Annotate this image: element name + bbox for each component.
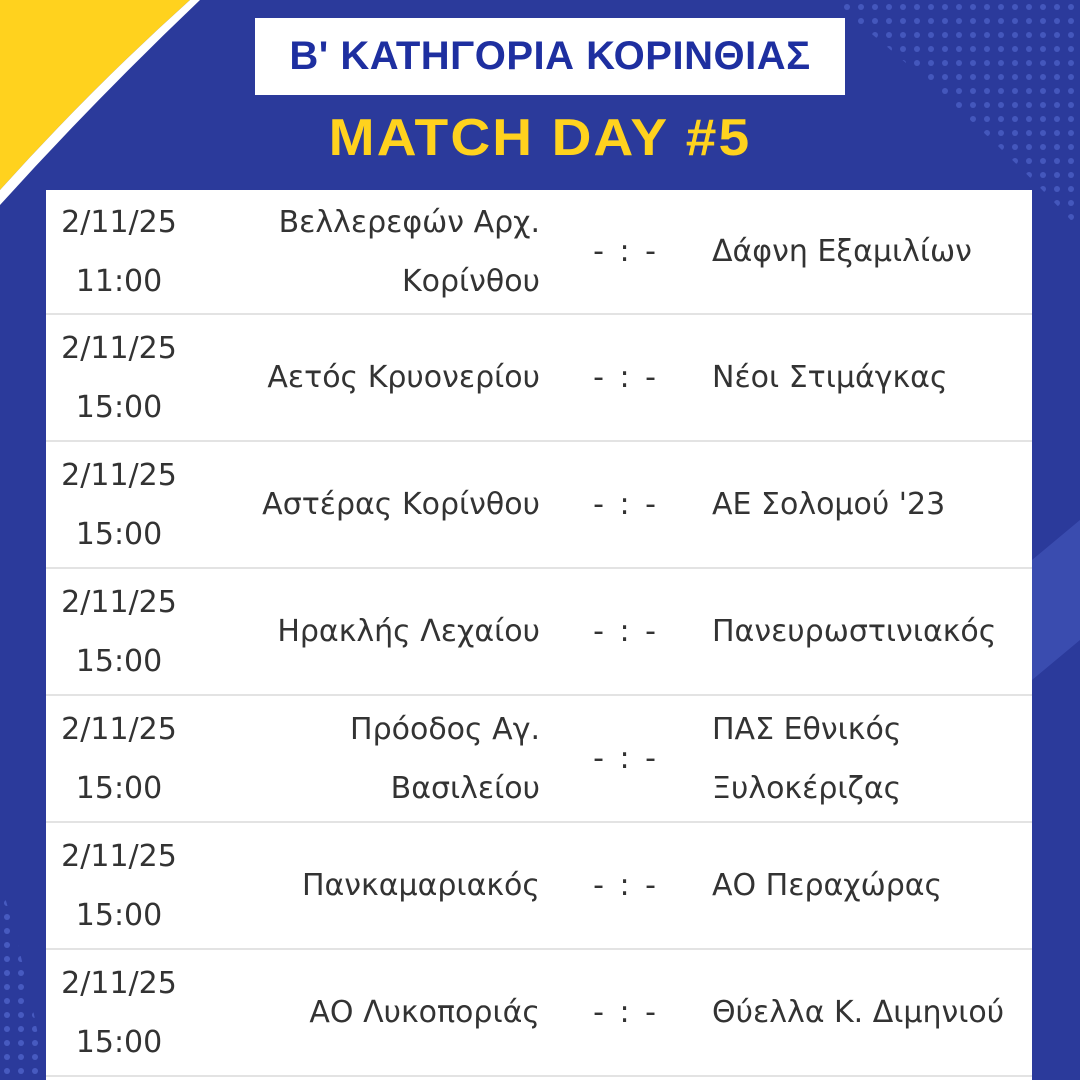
fixture-row xyxy=(46,823,1032,950)
away-team xyxy=(712,696,1012,821)
home-team xyxy=(206,442,540,567)
match-date: 2/11/25 xyxy=(61,711,177,747)
match-date: 2/11/25 xyxy=(61,965,177,1001)
match-datetime xyxy=(46,190,192,313)
match-score: - : - xyxy=(593,234,659,269)
away-team-name: ΑΕ Σολομού '23 xyxy=(712,487,946,522)
away-team xyxy=(712,823,1012,948)
match-score: - : - xyxy=(593,741,659,776)
away-team-name: ΠΑΣ Εθνικός Ξυλοκέριζας xyxy=(712,711,902,806)
away-team xyxy=(712,190,1012,313)
match-datetime xyxy=(46,696,192,821)
home-team-name: Αστέρας Κορίνθου xyxy=(262,487,540,522)
fixtures-table xyxy=(46,190,1032,1080)
match-date: 2/11/25 xyxy=(61,457,177,493)
home-team-name: Ηρακλής Λεχαίου xyxy=(277,614,540,649)
away-team-name: Πανευρωστινιακός xyxy=(712,614,997,649)
away-team xyxy=(712,569,1012,694)
home-team xyxy=(206,696,540,821)
fixture-row xyxy=(46,315,1032,442)
match-date: 2/11/25 xyxy=(61,584,177,620)
away-team-name: Δάφνη Εξαμιλίων xyxy=(712,234,972,269)
home-team-name: Πρόοδος Αγ. Βασιλείου xyxy=(350,711,540,806)
home-team-name: Πανκαμαριακός xyxy=(301,868,540,903)
home-team xyxy=(206,950,540,1075)
fixture-row xyxy=(46,696,1032,823)
dot-pattern-bottom-left xyxy=(0,880,46,1080)
match-date: 2/11/25 xyxy=(61,330,177,366)
match-day-heading: MATCH DAY #5 xyxy=(328,109,752,167)
home-team-name: Βελλερεφών Αρχ. Κορίνθου xyxy=(278,204,540,299)
diagonal-stripe-right xyxy=(1032,520,1080,680)
match-date: 2/11/25 xyxy=(61,838,177,874)
match-score: - : - xyxy=(593,995,659,1030)
match-datetime xyxy=(46,569,192,694)
fixture-row xyxy=(46,569,1032,696)
away-team xyxy=(712,442,1012,567)
title-banner xyxy=(255,18,845,95)
match-score: - : - xyxy=(593,868,659,903)
home-team xyxy=(206,190,540,313)
match-score: - : - xyxy=(593,360,659,395)
away-team xyxy=(712,315,1012,440)
home-team xyxy=(206,569,540,694)
match-time: 15:00 xyxy=(75,516,163,552)
match-datetime xyxy=(46,950,192,1075)
fixture-row xyxy=(46,950,1032,1077)
home-team-name: ΑΟ Λυκοποριάς xyxy=(309,995,540,1030)
away-team-name: ΑΟ Περαχώρας xyxy=(712,868,943,903)
match-time: 11:00 xyxy=(75,263,163,299)
match-score: - : - xyxy=(593,614,659,649)
match-date: 2/11/25 xyxy=(61,204,177,240)
away-team xyxy=(712,950,1012,1075)
fixture-row xyxy=(46,190,1032,315)
page-title: Β' ΚΑΤΗΓΟΡΙΑ ΚΟΡΙΝΘΙΑΣ xyxy=(289,34,811,78)
match-time: 15:00 xyxy=(75,389,163,425)
match-score: - : - xyxy=(593,487,659,522)
match-datetime xyxy=(46,315,192,440)
match-time: 15:00 xyxy=(75,643,163,679)
match-time: 15:00 xyxy=(75,897,163,933)
home-team xyxy=(206,823,540,948)
home-team xyxy=(206,315,540,440)
match-time: 15:00 xyxy=(75,1024,163,1060)
match-datetime xyxy=(46,823,192,948)
home-team-name: Αετός Κρυονερίου xyxy=(267,360,540,395)
match-datetime xyxy=(46,442,192,567)
match-time: 15:00 xyxy=(75,770,163,806)
away-team-name: Θύελλα Κ. Διμηνιού xyxy=(712,995,1005,1030)
fixture-row xyxy=(46,442,1032,569)
away-team-name: Νέοι Στιμάγκας xyxy=(712,360,948,395)
